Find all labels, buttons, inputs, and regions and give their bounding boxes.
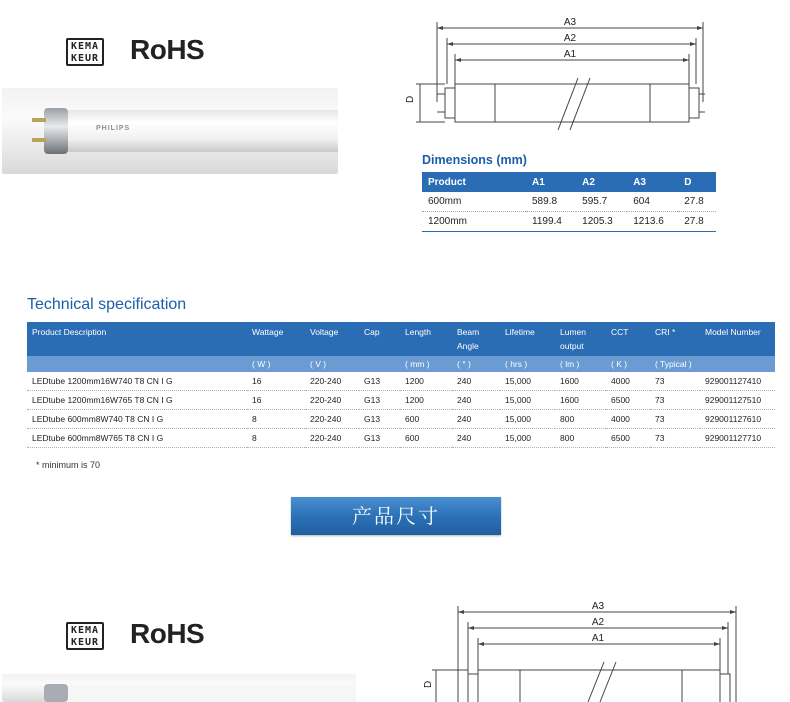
spec-cell: 1600: [555, 391, 606, 410]
spec-cell: 240: [452, 391, 500, 410]
spec-cell: 4000: [606, 372, 650, 391]
spec-cell: 73: [650, 391, 700, 410]
label-a1: A1: [563, 49, 577, 60]
spec-header-model: Model Number: [700, 322, 775, 356]
lamp-brand-text: PHILIPS: [96, 125, 131, 132]
spec-cell: 929001127610: [700, 410, 775, 429]
spec-cell: G13: [359, 372, 400, 391]
table-row: [422, 212, 716, 232]
spec-cell: 73: [650, 410, 700, 429]
label-a3: A3: [591, 601, 605, 612]
kema-keur-logo: KEMA KEUR: [66, 622, 104, 650]
dim-header-a2: A2: [576, 172, 627, 192]
spec-cell: 6500: [606, 391, 650, 410]
spec-cell: 15,000: [500, 429, 555, 448]
spec-cell: 600: [400, 429, 452, 448]
dim-header-d: D: [678, 172, 716, 192]
dim-cell: 600mm: [422, 192, 526, 212]
spec-cell: G13: [359, 410, 400, 429]
spec-header-cap: Cap: [359, 322, 400, 356]
spec-table: [27, 322, 775, 448]
spec-header-beam-angle: Beam Angle: [452, 322, 500, 356]
label-a2: A2: [563, 33, 577, 44]
dim-cell: 1205.3: [576, 212, 627, 232]
dim-cell: 1200mm: [422, 212, 526, 232]
spec-header-lumen: Lumen output: [555, 322, 606, 356]
spec-cell: 16: [247, 372, 305, 391]
label-a2: A2: [591, 617, 605, 628]
spec-cell: G13: [359, 391, 400, 410]
spec-header-description: Product Description: [27, 322, 247, 356]
spec-cell: 15,000: [500, 372, 555, 391]
label-d: D: [405, 95, 416, 103]
rohs-logo: RoHS: [130, 618, 205, 649]
section-banner: 产品尺寸: [291, 497, 501, 535]
spec-cell: 800: [555, 429, 606, 448]
label-a1: A1: [591, 633, 605, 644]
spec-cell: 15,000: [500, 410, 555, 429]
spec-unit: [27, 356, 247, 372]
lamp-photo: [2, 674, 356, 702]
spec-header-cri: CRI *: [650, 322, 700, 356]
dim-header-a3: A3: [627, 172, 678, 192]
dimension-diagram: [400, 12, 720, 132]
spec-cell: LEDtube 600mm8W765 T8 CN I G: [27, 429, 247, 448]
spec-cell: 220-240: [305, 372, 359, 391]
spec-unit: ( mm ): [400, 356, 452, 372]
dim-header-product: Product: [422, 172, 526, 192]
table-row: [27, 372, 775, 391]
dim-cell: 595.7: [576, 192, 627, 212]
dim-header-a1: A1: [526, 172, 576, 192]
spec-unit: ( Typical ): [650, 356, 700, 372]
table-row: [27, 429, 775, 448]
spec-cell: 15,000: [500, 391, 555, 410]
table-row: [27, 410, 775, 429]
spec-cell: 8: [247, 429, 305, 448]
dim-cell: 1199.4: [526, 212, 576, 232]
spec-unit: ( hrs ): [500, 356, 555, 372]
spec-cell: 73: [650, 429, 700, 448]
spec-cell: 16: [247, 391, 305, 410]
spec-cell: 1200: [400, 391, 452, 410]
spec-header-wattage: Wattage: [247, 322, 305, 356]
spec-cell: LEDtube 600mm8W740 T8 CN I G: [27, 410, 247, 429]
spec-header-length: Length: [400, 322, 452, 356]
spec-unit: ( ° ): [452, 356, 500, 372]
kema-keur-logo: KEMA KEUR: [66, 38, 104, 66]
dimensions-table: [422, 172, 716, 232]
spec-cell: 600: [400, 410, 452, 429]
dimension-diagram: [420, 596, 760, 702]
dim-cell: 1213.6: [627, 212, 678, 232]
spec-cell: 220-240: [305, 391, 359, 410]
spec-cell: G13: [359, 429, 400, 448]
spec-unit: [700, 356, 775, 372]
label-a3: A3: [563, 17, 577, 28]
spec-header-voltage: Voltage: [305, 322, 359, 356]
spec-cell: 240: [452, 410, 500, 429]
spec-cell: 929001127410: [700, 372, 775, 391]
spec-cell: LEDtube 1200mm16W765 T8 CN I G: [27, 391, 247, 410]
label-d: D: [423, 680, 434, 688]
dimensions-title: Dimensions (mm): [422, 153, 527, 167]
spec-cell: 929001127710: [700, 429, 775, 448]
dim-cell: 604: [627, 192, 678, 212]
table-row: [27, 391, 775, 410]
spec-footnote: * minimum is 70: [36, 460, 101, 470]
rohs-logo: RoHS: [130, 34, 205, 65]
lamp-photo: [2, 88, 338, 174]
spec-cell: 1200: [400, 372, 452, 391]
spec-unit: ( K ): [606, 356, 650, 372]
spec-header-lifetime: Lifetime: [500, 322, 555, 356]
spec-cell: 929001127510: [700, 391, 775, 410]
spec-unit: ( lm ): [555, 356, 606, 372]
spec-unit: [359, 356, 400, 372]
spec-unit: ( V ): [305, 356, 359, 372]
dim-cell: 27.8: [678, 212, 716, 232]
spec-cell: 73: [650, 372, 700, 391]
spec-title: Technical specification: [27, 296, 187, 313]
dim-cell: 27.8: [678, 192, 716, 212]
spec-cell: 220-240: [305, 429, 359, 448]
dim-cell: 589.8: [526, 192, 576, 212]
table-row: [422, 192, 716, 212]
spec-cell: 240: [452, 372, 500, 391]
spec-cell: 1600: [555, 372, 606, 391]
lamp-tube-graphic: [2, 88, 338, 174]
spec-cell: 6500: [606, 429, 650, 448]
spec-cell: 800: [555, 410, 606, 429]
spec-unit: ( W ): [247, 356, 305, 372]
spec-cell: 8: [247, 410, 305, 429]
spec-header-cct: CCT: [606, 322, 650, 356]
spec-cell: 220-240: [305, 410, 359, 429]
lamp-tube-graphic: [2, 674, 356, 702]
spec-cell: LEDtube 1200mm16W740 T8 CN I G: [27, 372, 247, 391]
spec-cell: 240: [452, 429, 500, 448]
spec-cell: 4000: [606, 410, 650, 429]
